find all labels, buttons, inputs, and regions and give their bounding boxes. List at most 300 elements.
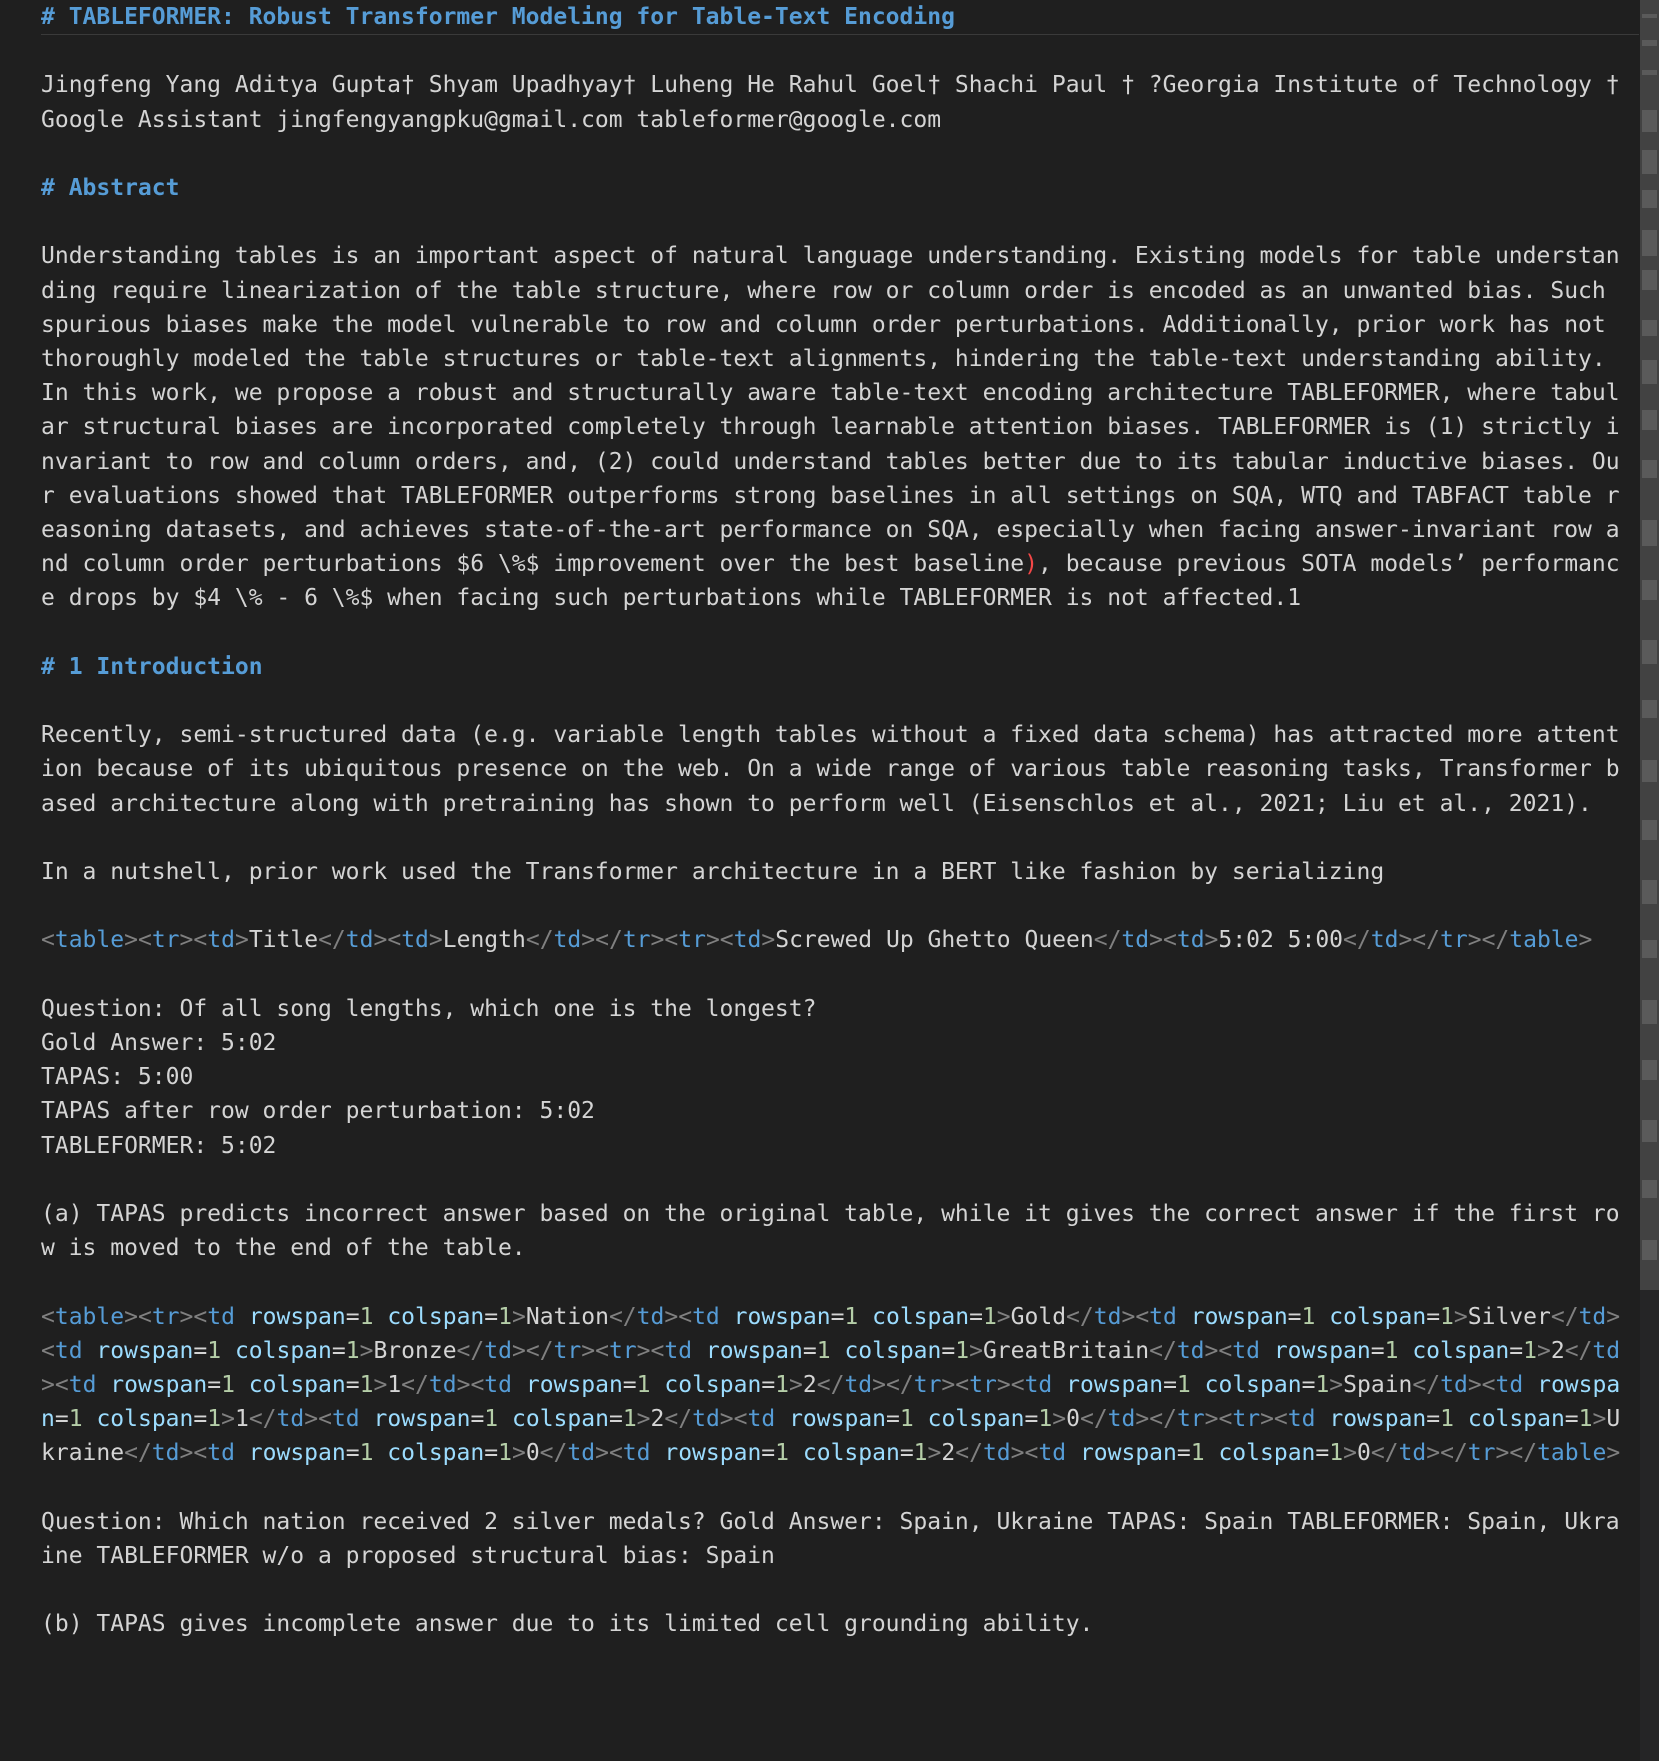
attribute-name: colspan bbox=[234, 1337, 332, 1364]
tag-bracket: > bbox=[1149, 927, 1163, 954]
attribute-value: 1 bbox=[359, 1440, 374, 1467]
tag-bracket: < bbox=[1481, 1371, 1496, 1398]
tag-bracket: > bbox=[1398, 927, 1413, 954]
paragraph-line bbox=[41, 992, 1631, 1026]
tag-bracket: </ bbox=[664, 1406, 693, 1433]
attribute-value: 1 bbox=[68, 1406, 83, 1433]
attribute-equals: = bbox=[886, 1406, 900, 1433]
table-cell-text: Ukraine bbox=[41, 1406, 1621, 1467]
attribute-value: 1 bbox=[1440, 1303, 1454, 1330]
tag-bracket: < bbox=[1010, 1371, 1025, 1398]
tag-name: td bbox=[692, 1406, 720, 1433]
tag-name: td bbox=[1093, 1303, 1122, 1330]
paragraph-text: (b) TAPAS gives incomplete answer due to its limited cell grounding ability. bbox=[41, 1611, 1094, 1638]
attribute-name: rowspan bbox=[525, 1371, 623, 1398]
table-cell-text: 0 bbox=[525, 1440, 540, 1467]
attribute-equals: = bbox=[1370, 1337, 1385, 1364]
tag-name: table bbox=[1509, 927, 1579, 954]
tag-bracket: > bbox=[124, 927, 138, 954]
paragraph-line bbox=[41, 1197, 1631, 1265]
paragraph-line bbox=[41, 1026, 1631, 1060]
paragraph-text: Recently, semi-structured data (e.g. variable length tables without a fixed data schema) has attracted more attention because of its ubiquitous presence on the web. On a wide range of various table reasoning tasks, Transformer based architecture along with pretraining has shown to perform well (Eisenschlos et al., 2021; Liu et al., 2021). bbox=[41, 722, 1620, 817]
tag-bracket: > bbox=[1536, 1337, 1551, 1364]
tag-name: td bbox=[401, 927, 429, 954]
tag-bracket: </ bbox=[1550, 1303, 1579, 1330]
tag-bracket: </ bbox=[248, 1406, 277, 1433]
scrollbar-thumb[interactable] bbox=[1640, 0, 1659, 1290]
tag-name: td bbox=[1495, 1371, 1524, 1398]
tag-bracket: > bbox=[1467, 1371, 1482, 1398]
tag-bracket: > bbox=[1052, 1406, 1067, 1433]
tag-name: tr bbox=[608, 1337, 637, 1364]
tag-bracket: < bbox=[595, 1337, 609, 1364]
tag-name: td bbox=[68, 1371, 97, 1398]
tag-name: td bbox=[484, 1337, 512, 1364]
tag-bracket: < bbox=[608, 1440, 623, 1467]
tag-name: tr bbox=[1440, 927, 1468, 954]
attribute-value: 1 bbox=[1384, 1337, 1399, 1364]
attribute-value: 1 bbox=[816, 1337, 831, 1364]
tag-name: td bbox=[636, 1303, 665, 1330]
attribute-name: colspan bbox=[512, 1406, 609, 1433]
paragraph-text: TAPAS: 5:00 bbox=[41, 1064, 194, 1091]
attribute-name: rowspan bbox=[110, 1371, 208, 1398]
tag-bracket: > bbox=[179, 927, 194, 954]
paragraph-line bbox=[41, 1094, 1631, 1128]
paragraph-line bbox=[41, 68, 1631, 136]
attribute-equals: = bbox=[331, 1337, 346, 1364]
attribute-equals: = bbox=[761, 1371, 776, 1398]
tag-bracket: </ bbox=[1370, 1440, 1399, 1467]
attribute-name: rowspan bbox=[373, 1406, 471, 1433]
tag-bracket: </ bbox=[1440, 1440, 1468, 1467]
tag-bracket: < bbox=[41, 1303, 55, 1330]
tag-bracket: </ bbox=[1509, 1440, 1538, 1467]
attribute-equals: = bbox=[1287, 1303, 1302, 1330]
paragraph-line bbox=[41, 718, 1631, 821]
attribute-name: colspan bbox=[927, 1406, 1025, 1433]
tag-bracket: </ bbox=[608, 1303, 637, 1330]
attribute-value: 1 bbox=[636, 1371, 651, 1398]
attribute-value: 1 bbox=[221, 1371, 235, 1398]
tag-bracket: < bbox=[719, 927, 734, 954]
tag-bracket: > bbox=[1260, 1406, 1274, 1433]
attribute-name: colspan bbox=[1329, 1303, 1427, 1330]
attribute-equals: = bbox=[761, 1440, 776, 1467]
attribute-name: colspan bbox=[1467, 1406, 1565, 1433]
attribute-name: rowspan bbox=[789, 1406, 887, 1433]
attribute-name: rowspan bbox=[705, 1337, 803, 1364]
tag-bracket: > bbox=[650, 927, 665, 954]
blank-line bbox=[41, 958, 1631, 992]
tag-name: td bbox=[428, 1371, 457, 1398]
attribute-name: colspan bbox=[872, 1303, 970, 1330]
attribute-value: 1 bbox=[982, 1303, 997, 1330]
attribute-value: 1 bbox=[1176, 1371, 1191, 1398]
table-cell-text: 0 bbox=[1356, 1440, 1371, 1467]
tag-name: table bbox=[54, 927, 125, 954]
tag-bracket: < bbox=[470, 1371, 485, 1398]
attribute-value: 1 bbox=[775, 1371, 790, 1398]
tag-name: td bbox=[1592, 1337, 1621, 1364]
html-table-song-lengths bbox=[41, 923, 1631, 957]
tag-name: td bbox=[1398, 1440, 1427, 1467]
attribute-value: 1 bbox=[207, 1337, 222, 1364]
tag-name: td bbox=[1149, 1303, 1177, 1330]
table-cell-text: 1 bbox=[387, 1371, 402, 1398]
tag-bracket: > bbox=[1606, 1440, 1621, 1467]
blank-line bbox=[41, 1265, 1631, 1299]
paragraph-text: Gold Answer: 5:02 bbox=[41, 1029, 277, 1056]
attribute-name: rowspan bbox=[96, 1337, 194, 1364]
attribute-name: rowspan bbox=[664, 1440, 762, 1467]
tag-bracket: < bbox=[193, 927, 208, 954]
attribute-value: 1 bbox=[345, 1337, 360, 1364]
attribute-equals: = bbox=[1509, 1337, 1524, 1364]
tag-bracket: > bbox=[234, 927, 249, 954]
tag-name: tr bbox=[913, 1371, 942, 1398]
tag-bracket: < bbox=[733, 1406, 748, 1433]
attribute-name: rowspan bbox=[1273, 1337, 1371, 1364]
tag-bracket: > bbox=[1578, 927, 1593, 954]
table-cell-text: 2 bbox=[650, 1406, 665, 1433]
attribute-value: 1 bbox=[913, 1440, 928, 1467]
attribute-equals: = bbox=[54, 1406, 69, 1433]
tag-bracket: > bbox=[1135, 1406, 1150, 1433]
attribute-equals: = bbox=[484, 1303, 499, 1330]
tag-name: tr bbox=[1176, 1406, 1205, 1433]
tag-bracket: </ bbox=[1149, 1406, 1177, 1433]
tag-name: td bbox=[276, 1406, 305, 1433]
tag-bracket: > bbox=[179, 1303, 194, 1330]
tag-name: td bbox=[1370, 927, 1399, 954]
tag-bracket: > bbox=[1606, 1303, 1621, 1330]
table-cell-text: GreatBritain bbox=[982, 1337, 1150, 1364]
tag-bracket: </ bbox=[124, 1440, 152, 1467]
tag-bracket: > bbox=[996, 1303, 1011, 1330]
tag-bracket: </ bbox=[816, 1371, 845, 1398]
blank-line bbox=[41, 821, 1631, 855]
tag-bracket: > bbox=[581, 927, 596, 954]
attribute-name: colspan bbox=[387, 1440, 485, 1467]
tag-name: td bbox=[1176, 1337, 1205, 1364]
tag-bracket: > bbox=[636, 1406, 651, 1433]
attribute-name: colspan bbox=[1218, 1440, 1316, 1467]
attribute-value: 1 bbox=[498, 1440, 512, 1467]
tag-name: table bbox=[54, 1303, 125, 1330]
tag-bracket: < bbox=[1024, 1440, 1039, 1467]
attribute-value: 1 bbox=[359, 1303, 374, 1330]
attribute-equals: = bbox=[193, 1337, 208, 1364]
tag-name: td bbox=[1024, 1371, 1053, 1398]
tag-bracket: > bbox=[789, 1371, 803, 1398]
tag-bracket: > bbox=[996, 1371, 1011, 1398]
tag-bracket: </ bbox=[955, 1440, 983, 1467]
markdown-content[interactable] bbox=[41, 0, 1631, 1642]
attribute-value: 1 bbox=[498, 1303, 512, 1330]
attribute-equals: = bbox=[345, 1440, 360, 1467]
attribute-value: 1 bbox=[844, 1303, 859, 1330]
attribute-equals: = bbox=[345, 1371, 360, 1398]
tag-name: tr bbox=[1467, 1440, 1496, 1467]
paragraph-text: TAPAS after row order perturbation: 5:02 bbox=[41, 1098, 595, 1125]
attribute-name: colspan bbox=[664, 1371, 762, 1398]
attribute-value: 1 bbox=[622, 1406, 637, 1433]
tag-bracket: > bbox=[927, 1440, 942, 1467]
attribute-equals: = bbox=[622, 1371, 637, 1398]
attribute-name: colspan bbox=[1412, 1337, 1510, 1364]
tag-name: td bbox=[664, 1337, 693, 1364]
tag-bracket: > bbox=[705, 927, 720, 954]
attribute-equals: = bbox=[830, 1303, 845, 1330]
tag-bracket: > bbox=[359, 1337, 374, 1364]
tag-bracket: > bbox=[41, 1371, 55, 1398]
attribute-value: 1 bbox=[1315, 1371, 1330, 1398]
tag-name: tr bbox=[969, 1371, 997, 1398]
tag-bracket: </ bbox=[539, 1440, 568, 1467]
attribute-equals: = bbox=[207, 1371, 222, 1398]
blank-line bbox=[41, 1163, 1631, 1197]
tag-bracket: > bbox=[872, 1371, 887, 1398]
tag-name: td bbox=[345, 927, 374, 954]
tag-bracket: </ bbox=[1564, 1337, 1593, 1364]
scrollbar-minimap[interactable] bbox=[1640, 0, 1659, 1761]
tag-name: td bbox=[553, 927, 582, 954]
tag-bracket: > bbox=[969, 1337, 983, 1364]
tag-bracket: < bbox=[193, 1303, 208, 1330]
paragraph-line bbox=[41, 1505, 1631, 1573]
attribute-name: rowspan bbox=[1066, 1371, 1164, 1398]
tag-name: td bbox=[844, 1371, 873, 1398]
paragraph-text: In a nutshell, prior work used the Transformer architecture in a BERT like fashion by serializing bbox=[41, 858, 1385, 885]
attribute-value: 1 bbox=[1329, 1440, 1344, 1467]
tag-bracket: > bbox=[636, 1337, 651, 1364]
paragraph-line bbox=[41, 239, 1631, 615]
tag-bracket: </ bbox=[1079, 1406, 1108, 1433]
attribute-equals: = bbox=[969, 1303, 983, 1330]
attribute-name: rowspan bbox=[1329, 1406, 1427, 1433]
attribute-name: colspan bbox=[248, 1371, 346, 1398]
tag-bracket: > bbox=[373, 927, 388, 954]
attribute-value: 1 bbox=[1523, 1337, 1537, 1364]
tag-bracket: > bbox=[581, 1337, 596, 1364]
tag-name: tr bbox=[151, 927, 180, 954]
attribute-value: 1 bbox=[775, 1440, 790, 1467]
attribute-value: 1 bbox=[207, 1406, 222, 1433]
unmatched-paren: ) bbox=[1024, 551, 1039, 578]
table-cell-text: 5:02 5:00 bbox=[1218, 927, 1344, 954]
tag-name: td bbox=[207, 1440, 235, 1467]
tag-bracket: < bbox=[1273, 1406, 1288, 1433]
tag-bracket: < bbox=[664, 927, 679, 954]
tag-name: td bbox=[1232, 1337, 1260, 1364]
tag-bracket: > bbox=[511, 1337, 526, 1364]
attribute-equals: = bbox=[193, 1406, 208, 1433]
tag-bracket: > bbox=[456, 1371, 471, 1398]
tag-bracket: </ bbox=[1343, 927, 1371, 954]
tag-name: td bbox=[733, 927, 762, 954]
tag-name: td bbox=[1578, 1303, 1607, 1330]
tag-name: td bbox=[1287, 1406, 1316, 1433]
table-cell-text: Length bbox=[442, 927, 526, 954]
attribute-name: rowspan bbox=[41, 1371, 1621, 1433]
tag-bracket: < bbox=[137, 1303, 152, 1330]
tag-bracket: < bbox=[193, 1440, 208, 1467]
paragraph-text: , because bbox=[1038, 551, 1177, 578]
tag-name: td bbox=[1176, 927, 1205, 954]
attribute-equals: = bbox=[484, 1440, 499, 1467]
paragraph-text: Jingfeng Yang Aditya Gupta† Shyam Upadhyay† Luheng He Rahul Goel† Shachi Paul † ?Georgia Institute of Technology †Google Assistant jingfengyangpku@gmail.com tableformer@google.com bbox=[41, 72, 1620, 133]
tag-bracket: < bbox=[318, 1406, 332, 1433]
tag-bracket: < bbox=[650, 1337, 665, 1364]
attribute-equals: = bbox=[1426, 1406, 1441, 1433]
tag-bracket: < bbox=[1162, 927, 1177, 954]
paragraph-line bbox=[41, 1607, 1631, 1641]
tag-name: td bbox=[484, 1371, 512, 1398]
tag-name: td bbox=[1107, 1406, 1136, 1433]
tag-name: td bbox=[151, 1440, 180, 1467]
table-cell-text: 2 bbox=[941, 1440, 956, 1467]
attribute-equals: = bbox=[941, 1337, 956, 1364]
table-cell-text: 1 bbox=[234, 1406, 249, 1433]
attribute-name: rowspan bbox=[1079, 1440, 1177, 1467]
tag-name: td bbox=[567, 1440, 596, 1467]
attribute-name: rowspan bbox=[733, 1303, 831, 1330]
attribute-equals: = bbox=[608, 1406, 623, 1433]
tag-bracket: </ bbox=[1481, 927, 1510, 954]
markdown-heading: # TABLEFORMER: Robust Transformer Modeling for Table-Text Encoding bbox=[41, 4, 955, 30]
tag-bracket: > bbox=[221, 1406, 235, 1433]
paragraph-text: Question: Which nation received 2 silver medals? Gold Answer: Spain, Ukraine TAPAS: Spain TABLEFORMER: Spain, Ukraine TABLEFORMER w/o a proposed structural bias: Spain bbox=[41, 1508, 1620, 1569]
blank-line bbox=[41, 1471, 1631, 1505]
attribute-name: colspan bbox=[1204, 1371, 1302, 1398]
tag-name: tr bbox=[622, 927, 651, 954]
tag-bracket: > bbox=[1592, 1406, 1607, 1433]
tag-bracket: > bbox=[1426, 1440, 1441, 1467]
tag-name: td bbox=[54, 1337, 83, 1364]
tag-name: td bbox=[1121, 927, 1150, 954]
tag-bracket: </ bbox=[401, 1371, 429, 1398]
table-cell-text: Silver bbox=[1467, 1303, 1551, 1330]
tag-bracket: </ bbox=[525, 927, 554, 954]
table-cell-text: Nation bbox=[525, 1303, 609, 1330]
tag-name: table bbox=[1537, 1440, 1607, 1467]
attribute-name: colspan bbox=[844, 1337, 942, 1364]
tag-bracket: > bbox=[1343, 1440, 1357, 1467]
attribute-equals: = bbox=[802, 1337, 817, 1364]
tag-bracket: < bbox=[387, 927, 402, 954]
tag-bracket: > bbox=[304, 1406, 319, 1433]
table-cell-text: 2 bbox=[802, 1371, 817, 1398]
tag-bracket: </ bbox=[886, 1371, 914, 1398]
attribute-equals: = bbox=[470, 1406, 485, 1433]
markdown-heading: # 1 Introduction bbox=[41, 653, 263, 680]
table-cell-text: 0 bbox=[1066, 1406, 1080, 1433]
tag-bracket: > bbox=[1453, 1303, 1468, 1330]
table-cell-text: Spain bbox=[1343, 1371, 1413, 1398]
paragraph-line bbox=[41, 855, 1631, 889]
attribute-name: colspan bbox=[96, 1406, 194, 1433]
tag-name: tr bbox=[151, 1303, 180, 1330]
tag-name: td bbox=[747, 1406, 776, 1433]
tag-bracket: > bbox=[719, 1406, 734, 1433]
tag-bracket: < bbox=[41, 1337, 55, 1364]
tag-bracket: > bbox=[595, 1440, 609, 1467]
tag-bracket: > bbox=[373, 1371, 388, 1398]
paragraph-text: previous SOTA models’ performance drops by $4 \% - 6 \%$ when facing such perturbations while TABLEFORMER is not affected.1 bbox=[41, 551, 1620, 612]
tag-bracket: </ bbox=[456, 1337, 485, 1364]
tag-name: td bbox=[207, 1303, 235, 1330]
attribute-value: 1 bbox=[1301, 1303, 1316, 1330]
blank-line bbox=[41, 616, 1631, 650]
attribute-value: 1 bbox=[359, 1371, 374, 1398]
tag-bracket: </ bbox=[525, 1337, 554, 1364]
attribute-equals: = bbox=[1426, 1303, 1441, 1330]
tag-bracket: </ bbox=[318, 927, 346, 954]
tag-bracket: > bbox=[511, 1303, 526, 1330]
tag-name: tr bbox=[553, 1337, 582, 1364]
paragraph-text: Question: Of all song lengths, which one is the longest? bbox=[41, 995, 817, 1022]
attribute-value: 1 bbox=[1578, 1406, 1593, 1433]
tag-bracket: > bbox=[1495, 1440, 1510, 1467]
attribute-value: 1 bbox=[955, 1337, 970, 1364]
attribute-equals: = bbox=[345, 1303, 360, 1330]
tag-bracket: </ bbox=[1412, 1371, 1441, 1398]
tag-bracket: </ bbox=[1093, 927, 1122, 954]
tag-name: td bbox=[207, 927, 235, 954]
blank-line bbox=[41, 889, 1631, 923]
tag-name: td bbox=[622, 1440, 651, 1467]
attribute-equals: = bbox=[1176, 1440, 1191, 1467]
table-cell-text: Title bbox=[248, 927, 319, 954]
blank-line bbox=[41, 34, 1631, 68]
tag-bracket: </ bbox=[1149, 1337, 1177, 1364]
tag-bracket: > bbox=[1204, 927, 1219, 954]
attribute-value: 1 bbox=[1440, 1406, 1454, 1433]
tag-name: td bbox=[692, 1303, 720, 1330]
table-cell-text: 2 bbox=[1550, 1337, 1565, 1364]
tag-bracket: < bbox=[1218, 1337, 1233, 1364]
attribute-value: 1 bbox=[484, 1406, 499, 1433]
blank-line bbox=[41, 684, 1631, 718]
tag-bracket: > bbox=[1204, 1337, 1219, 1364]
tag-bracket: > bbox=[761, 927, 776, 954]
tag-bracket: < bbox=[1135, 1303, 1150, 1330]
tag-bracket: > bbox=[664, 1303, 679, 1330]
tag-bracket: > bbox=[941, 1371, 956, 1398]
tag-bracket: > bbox=[1329, 1371, 1344, 1398]
tag-bracket: > bbox=[124, 1303, 138, 1330]
attribute-name: rowspan bbox=[1190, 1303, 1288, 1330]
paragraph-text: (a) TAPAS predicts incorrect answer based on the original table, while it gives the correct answer if the first row is moved to the end of the table. bbox=[41, 1200, 1620, 1262]
markdown-heading: # Abstract bbox=[41, 174, 180, 201]
tag-bracket: < bbox=[41, 927, 55, 954]
attribute-name: rowspan bbox=[248, 1303, 346, 1330]
blank-line bbox=[41, 205, 1631, 239]
tag-bracket: > bbox=[1010, 1440, 1025, 1467]
tag-bracket: < bbox=[678, 1303, 693, 1330]
blank-line bbox=[41, 1573, 1631, 1607]
attribute-value: 1 bbox=[1190, 1440, 1205, 1467]
tag-name: tr bbox=[1232, 1406, 1261, 1433]
attribute-name: colspan bbox=[387, 1303, 485, 1330]
attribute-equals: = bbox=[1564, 1406, 1579, 1433]
tag-name: td bbox=[982, 1440, 1011, 1467]
attribute-equals: = bbox=[1301, 1371, 1316, 1398]
tag-bracket: </ bbox=[1412, 927, 1440, 954]
tag-name: td bbox=[1038, 1440, 1067, 1467]
tag-bracket: < bbox=[54, 1371, 69, 1398]
